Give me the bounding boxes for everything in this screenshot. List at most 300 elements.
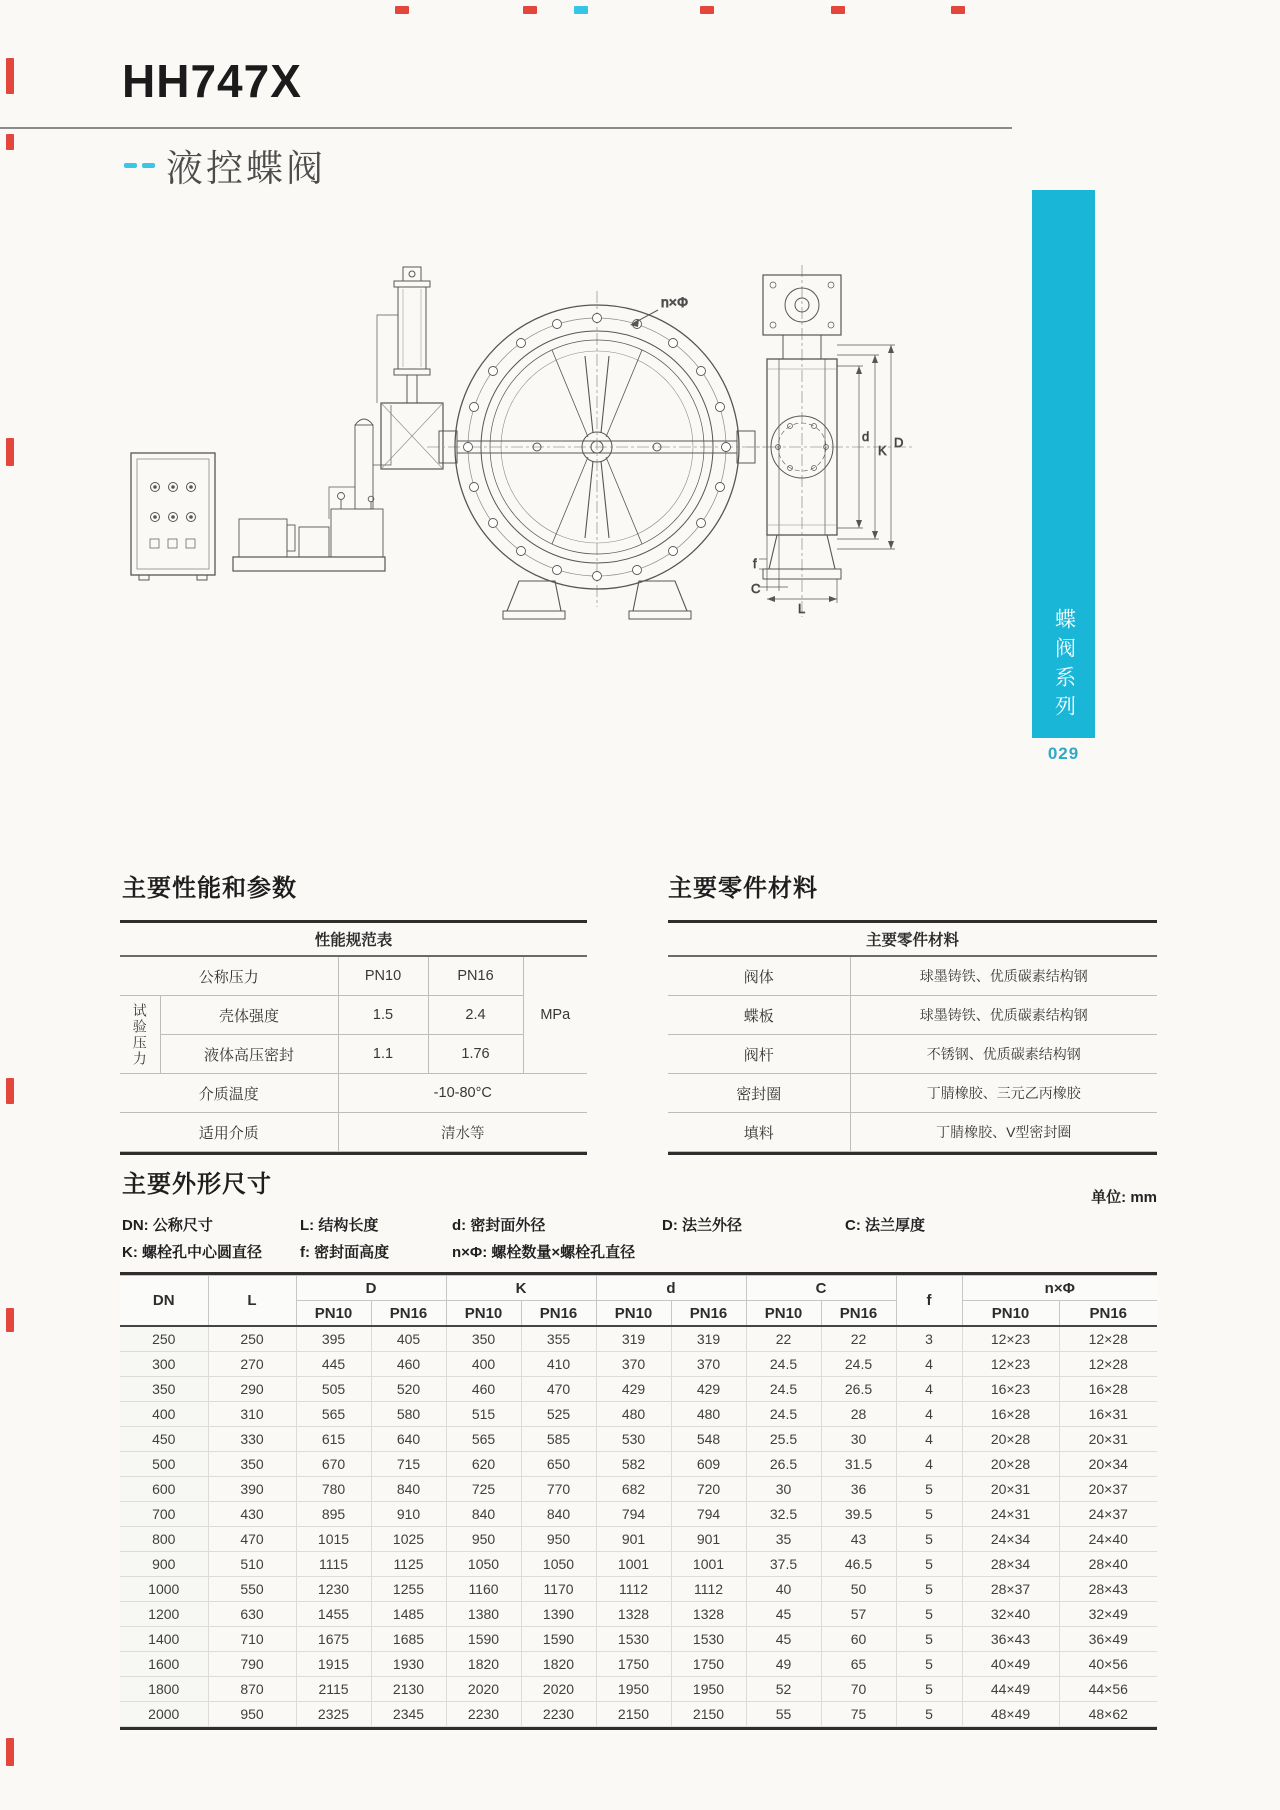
dimension-cell: 5	[896, 1627, 962, 1652]
dimension-cell: 395	[296, 1326, 371, 1352]
dimension-cell: 35	[746, 1527, 821, 1552]
pn16-header: PN16	[428, 956, 523, 996]
dimension-cell: 5	[896, 1602, 962, 1627]
dimension-cell: 1328	[596, 1602, 671, 1627]
table-cell: PN16	[671, 1301, 746, 1327]
dimension-cell: 28×40	[1059, 1552, 1157, 1577]
dimension-cell: 901	[671, 1527, 746, 1552]
material-value: 球墨铸铁、优质碳素结构钢	[850, 956, 1157, 996]
material-part: 密封圈	[668, 1074, 850, 1113]
dimension-cell: 37.5	[746, 1552, 821, 1577]
table-part	[668, 923, 1157, 956]
dimension-cell: 840	[521, 1502, 596, 1527]
accent-dash-icon	[142, 163, 155, 168]
dimension-cell: 1170	[521, 1577, 596, 1602]
dimension-cell: 1160	[446, 1577, 521, 1602]
table-cell: PN16	[1059, 1301, 1157, 1327]
dimension-cell: 4	[896, 1427, 962, 1452]
dimension-cell: 470	[521, 1377, 596, 1402]
dimension-cell: 16×23	[962, 1377, 1059, 1402]
dimension-cell: 2150	[671, 1702, 746, 1727]
dimension-cell: 25.5	[746, 1427, 821, 1452]
dimension-cell: 1800	[120, 1677, 208, 1702]
dimension-cell: 840	[371, 1477, 446, 1502]
dimension-cell: 24×37	[1059, 1502, 1157, 1527]
material-row	[668, 1113, 1157, 1152]
dimension-cell: 950	[521, 1527, 596, 1552]
table-cell: PN10	[746, 1301, 821, 1327]
dimension-cell: 430	[208, 1502, 296, 1527]
table-part	[120, 1276, 1157, 1301]
performance-table	[120, 920, 587, 1155]
print-mark	[6, 58, 14, 94]
dimension-row	[120, 1652, 1157, 1677]
dimension-cell: 5	[896, 1552, 962, 1577]
dimension-cell: 1001	[596, 1552, 671, 1577]
dimension-row	[120, 1702, 1157, 1727]
side-view	[747, 265, 915, 617]
title-divider	[0, 127, 1012, 129]
dimension-cell: 290	[208, 1377, 296, 1402]
print-mark	[6, 134, 14, 150]
materials-table	[668, 920, 1157, 1155]
dimension-cell: 609	[671, 1452, 746, 1477]
col-l: L	[208, 1276, 296, 1327]
seal-test-pn10: 1.1	[338, 1035, 428, 1074]
dimension-cell: 16×28	[1059, 1377, 1157, 1402]
dimensions-heading: 主要外形尺寸	[122, 1171, 272, 1198]
dimension-cell: 52	[746, 1677, 821, 1702]
shell-strength-pn10: 1.5	[338, 996, 428, 1035]
table-part	[120, 1275, 1157, 1727]
dimension-row	[120, 1402, 1157, 1427]
col-K: K	[446, 1276, 596, 1301]
material-part: 阀体	[668, 956, 850, 996]
dimension-cell: 22	[746, 1326, 821, 1352]
table-cell: PN16	[521, 1301, 596, 1327]
dimension-row	[120, 1527, 1157, 1552]
print-mark	[523, 6, 537, 14]
materials-heading: 主要零件材料	[668, 875, 818, 902]
table-part	[120, 1276, 1157, 1327]
dimension-cell: 1255	[371, 1577, 446, 1602]
dimension-cell: 1001	[671, 1552, 746, 1577]
dimension-cell: 28	[821, 1402, 896, 1427]
dimension-cell: 800	[120, 1527, 208, 1552]
dimension-cell: 2325	[296, 1702, 371, 1727]
dimension-cell: 725	[446, 1477, 521, 1502]
table-part	[120, 996, 587, 1035]
product-subtitle-label: 液控蝶阀	[166, 148, 326, 189]
material-value: 丁腈橡胶、V型密封圈	[850, 1113, 1157, 1152]
material-row	[668, 956, 1157, 996]
bolt-count-label: n×Φ	[661, 294, 689, 310]
dimension-cell: 895	[296, 1502, 371, 1527]
nominal-pressure-label: 公称压力	[120, 956, 338, 996]
dimension-cell: 410	[521, 1352, 596, 1377]
dimension-cell: 2000	[120, 1702, 208, 1727]
dimension-cell: 710	[208, 1627, 296, 1652]
dimension-cell: 12×28	[1059, 1352, 1157, 1377]
dimension-cell: 615	[296, 1427, 371, 1452]
dimension-cell: 1112	[671, 1577, 746, 1602]
dimension-cell: 1590	[446, 1627, 521, 1652]
col-dn: DN	[120, 1276, 208, 1327]
table-part	[120, 956, 587, 996]
table-part	[668, 923, 1157, 1152]
dimension-cell: 720	[671, 1477, 746, 1502]
dimension-cell: 12×23	[962, 1326, 1059, 1352]
control-cabinet	[131, 453, 215, 580]
dimension-cell: 20×31	[1059, 1427, 1157, 1452]
dimension-cell: 1230	[296, 1577, 371, 1602]
dimension-cell: 1050	[521, 1552, 596, 1577]
dimension-cell: 4	[896, 1352, 962, 1377]
dimension-cell: 12×23	[962, 1352, 1059, 1377]
dimension-cell: 75	[821, 1702, 896, 1727]
dimension-cell: 2230	[521, 1702, 596, 1727]
material-value: 不锈钢、优质碳素结构钢	[850, 1035, 1157, 1074]
dimension-cell: 582	[596, 1452, 671, 1477]
dimension-cell: 5	[896, 1527, 962, 1552]
table-cell: PN10	[296, 1301, 371, 1327]
dimension-cell: 28×37	[962, 1577, 1059, 1602]
dimension-cell: 790	[208, 1652, 296, 1677]
dimension-cell: 770	[521, 1477, 596, 1502]
print-mark	[6, 1308, 14, 1332]
dimension-cell: 32×49	[1059, 1602, 1157, 1627]
dim-label-C: C	[751, 581, 761, 596]
dimension-cell: 1125	[371, 1552, 446, 1577]
dimension-cell: 12×28	[1059, 1326, 1157, 1352]
dim-label-D: D	[894, 435, 904, 450]
dimension-cell: 1200	[120, 1602, 208, 1627]
media-temp-label: 介质温度	[120, 1074, 338, 1113]
dimension-cell: 31.5	[821, 1452, 896, 1477]
dimension-cell: 370	[671, 1352, 746, 1377]
dimension-cell: 794	[671, 1502, 746, 1527]
dimension-cell: 1685	[371, 1627, 446, 1652]
dimension-cell: 20×34	[1059, 1452, 1157, 1477]
product-subtitle	[124, 138, 326, 192]
dimension-cell: 460	[371, 1352, 446, 1377]
series-sidebar	[1032, 190, 1095, 738]
dimension-cell: 24.5	[746, 1402, 821, 1427]
dimension-cell: 450	[120, 1427, 208, 1452]
dimension-cell: 5	[896, 1652, 962, 1677]
table-part	[120, 923, 587, 956]
dimension-cell: 1015	[296, 1527, 371, 1552]
table-part	[120, 1035, 587, 1074]
dimension-cell: 565	[296, 1402, 371, 1427]
material-row	[668, 1035, 1157, 1074]
dimension-cell: 510	[208, 1552, 296, 1577]
technical-drawing	[115, 255, 955, 625]
dimension-cell: 2150	[596, 1702, 671, 1727]
dimension-cell: 429	[671, 1377, 746, 1402]
dimension-cell: 28×34	[962, 1552, 1059, 1577]
dimension-cell: 5	[896, 1677, 962, 1702]
dimension-cell: 1112	[596, 1577, 671, 1602]
dimension-cell: 840	[446, 1502, 521, 1527]
print-mark	[951, 6, 965, 14]
dimension-cell: 40	[746, 1577, 821, 1602]
legend-l: L: 结构长度	[300, 1217, 379, 1234]
dimension-cell: 1600	[120, 1652, 208, 1677]
legend-d: d: 密封面外径	[452, 1217, 546, 1234]
print-mark	[574, 6, 588, 14]
dimension-cell: 300	[120, 1352, 208, 1377]
col-d: d	[596, 1276, 746, 1301]
table-part	[668, 923, 1157, 956]
dimension-cell: 16×31	[1059, 1402, 1157, 1427]
dimension-cell: 1820	[446, 1652, 521, 1677]
col-D: D	[296, 1276, 446, 1301]
material-row	[668, 1074, 1157, 1113]
dimension-cell: 429	[596, 1377, 671, 1402]
dimension-cell: 700	[120, 1502, 208, 1527]
dimension-cell: 1115	[296, 1552, 371, 1577]
dimension-cell: 1950	[671, 1677, 746, 1702]
series-label: 蝶阀系列	[1052, 608, 1076, 724]
pn10-header: PN10	[338, 956, 428, 996]
dimension-row	[120, 1452, 1157, 1477]
dimensions-table-body	[120, 1326, 1157, 1727]
material-part: 填料	[668, 1113, 850, 1152]
dimension-cell: 1950	[596, 1677, 671, 1702]
dimension-cell: 1530	[596, 1627, 671, 1652]
dimension-cell: 390	[208, 1477, 296, 1502]
dimension-cell: 30	[821, 1427, 896, 1452]
dimension-cell: 480	[596, 1402, 671, 1427]
dimension-cell: 1485	[371, 1602, 446, 1627]
dimension-cell: 45	[746, 1627, 821, 1652]
dimension-cell: 40×49	[962, 1652, 1059, 1677]
dimension-cell: 682	[596, 1477, 671, 1502]
table-part	[120, 1074, 587, 1113]
dimension-cell: 950	[446, 1527, 521, 1552]
pump-unit	[233, 405, 391, 571]
dimension-cell: 500	[120, 1452, 208, 1477]
accent-dash-icon	[124, 163, 137, 168]
table-cell: PN10	[446, 1301, 521, 1327]
dimension-cell: 1380	[446, 1602, 521, 1627]
table-cell: PN10	[962, 1301, 1059, 1327]
dimension-row	[120, 1602, 1157, 1627]
dimension-cell: 1750	[596, 1652, 671, 1677]
dimension-row	[120, 1577, 1157, 1602]
dimension-cell: 5	[896, 1477, 962, 1502]
dimension-cell: 16×28	[962, 1402, 1059, 1427]
dimension-cell: 1000	[120, 1577, 208, 1602]
dimension-cell: 580	[371, 1402, 446, 1427]
dimension-cell: 26.5	[821, 1377, 896, 1402]
page-title: HH747X	[122, 55, 302, 107]
dimension-cell: 30	[746, 1477, 821, 1502]
table-part	[120, 1113, 587, 1152]
dimension-cell: 44×56	[1059, 1677, 1157, 1702]
dimension-cell: 400	[446, 1352, 521, 1377]
table-part	[120, 923, 587, 1152]
dimension-cell: 24.5	[746, 1352, 821, 1377]
media-label: 适用介质	[120, 1113, 338, 1152]
dimension-cell: 1050	[446, 1552, 521, 1577]
print-mark	[6, 438, 14, 466]
dimension-cell: 870	[208, 1677, 296, 1702]
dimension-cell: 1915	[296, 1652, 371, 1677]
dimension-cell: 43	[821, 1527, 896, 1552]
dimension-cell: 548	[671, 1427, 746, 1452]
dimension-cell: 460	[446, 1377, 521, 1402]
dimension-cell: 40×56	[1059, 1652, 1157, 1677]
dimension-cell: 1025	[371, 1527, 446, 1552]
dimension-row	[120, 1627, 1157, 1652]
dimension-cell: 20×31	[962, 1477, 1059, 1502]
dimension-row	[120, 1352, 1157, 1377]
dimension-cell: 24×31	[962, 1502, 1059, 1527]
dimension-cell: 60	[821, 1627, 896, 1652]
dimension-cell: 20×28	[962, 1427, 1059, 1452]
dimension-cell: 2115	[296, 1677, 371, 1702]
dimension-cell: 900	[120, 1552, 208, 1577]
material-part: 阀杆	[668, 1035, 850, 1074]
dimension-cell: 794	[596, 1502, 671, 1527]
dimension-cell: 20×37	[1059, 1477, 1157, 1502]
dimension-cell: 400	[120, 1402, 208, 1427]
page-number: 029	[1047, 744, 1080, 763]
dimension-cell: 350	[446, 1326, 521, 1352]
table-cell: PN16	[821, 1301, 896, 1327]
dimension-cell: 20×28	[962, 1452, 1059, 1477]
legend-nphi: n×Φ: 螺栓数量×螺栓孔直径	[452, 1244, 636, 1261]
dim-label-d: d	[862, 429, 870, 444]
print-mark	[831, 6, 845, 14]
dimension-cell: 1930	[371, 1652, 446, 1677]
dimension-cell: 630	[208, 1602, 296, 1627]
dimension-cell: 901	[596, 1527, 671, 1552]
dim-label-L: L	[798, 601, 806, 616]
col-C: C	[746, 1276, 896, 1301]
pressure-unit: MPa	[523, 956, 587, 1074]
table-cell: PN10	[596, 1301, 671, 1327]
dimension-cell: 39.5	[821, 1502, 896, 1527]
dimension-cell: 57	[821, 1602, 896, 1627]
dimension-cell: 565	[446, 1427, 521, 1452]
shell-strength-pn16: 2.4	[428, 996, 523, 1035]
dimension-cell: 24.5	[821, 1352, 896, 1377]
table-cell: PN16	[371, 1301, 446, 1327]
dimension-cell: 355	[521, 1326, 596, 1352]
dimension-cell: 250	[208, 1326, 296, 1352]
dimension-cell: 319	[596, 1326, 671, 1352]
print-mark	[6, 1738, 14, 1766]
dimension-cell: 4	[896, 1402, 962, 1427]
dimension-cell: 65	[821, 1652, 896, 1677]
dim-label-K: K	[878, 443, 887, 458]
col-f: f	[896, 1276, 962, 1327]
media-temp-value: -10-80°C	[338, 1074, 587, 1113]
dimension-cell: 670	[296, 1452, 371, 1477]
dimension-cell: 24.5	[746, 1377, 821, 1402]
dimension-cell: 1750	[671, 1652, 746, 1677]
shell-strength-label: 壳体强度	[160, 996, 338, 1035]
dimension-cell: 24×40	[1059, 1527, 1157, 1552]
dimension-cell: 250	[120, 1326, 208, 1352]
seal-test-label: 液体高压密封	[160, 1035, 338, 1074]
performance-heading: 主要性能和参数	[122, 875, 297, 902]
dimension-cell: 370	[596, 1352, 671, 1377]
print-mark	[6, 1078, 14, 1104]
dimension-cell: 48×62	[1059, 1702, 1157, 1727]
dimension-row	[120, 1326, 1157, 1352]
dimension-row	[120, 1377, 1157, 1402]
dimension-cell: 26.5	[746, 1452, 821, 1477]
dimension-cell: 5	[896, 1502, 962, 1527]
col-nphi: n×Φ	[962, 1276, 1157, 1301]
dim-label-f: f	[753, 556, 757, 571]
dimension-cell: 32.5	[746, 1502, 821, 1527]
dimension-cell: 470	[208, 1527, 296, 1552]
dimensions-table	[120, 1272, 1157, 1730]
actuator-assembly	[377, 267, 443, 469]
print-mark	[700, 6, 714, 14]
dimension-cell: 4	[896, 1377, 962, 1402]
dimension-row	[120, 1552, 1157, 1577]
dimension-cell: 48×49	[962, 1702, 1059, 1727]
dimension-cell: 350	[208, 1452, 296, 1477]
front-view	[427, 291, 773, 619]
material-value: 球墨铸铁、优质碳素结构钢	[850, 996, 1157, 1035]
dimension-lines	[751, 345, 903, 616]
dimension-cell: 715	[371, 1452, 446, 1477]
dimension-cell: 36×43	[962, 1627, 1059, 1652]
dimension-cell: 55	[746, 1702, 821, 1727]
dimension-cell: 1400	[120, 1627, 208, 1652]
dimension-cell: 70	[821, 1677, 896, 1702]
dimension-cell: 28×43	[1059, 1577, 1157, 1602]
dimension-cell: 650	[521, 1452, 596, 1477]
dimension-cell: 44×49	[962, 1677, 1059, 1702]
dimension-cell: 2020	[446, 1677, 521, 1702]
table-part	[120, 923, 587, 1152]
material-value: 丁腈橡胶、三元乙丙橡胶	[850, 1074, 1157, 1113]
materials-table-body	[668, 956, 1157, 1152]
dimension-cell: 525	[521, 1402, 596, 1427]
dimension-cell: 50	[821, 1577, 896, 1602]
dimension-cell: 505	[296, 1377, 371, 1402]
dimension-cell: 330	[208, 1427, 296, 1452]
dimension-cell: 550	[208, 1577, 296, 1602]
dimension-cell: 1820	[521, 1652, 596, 1677]
dimension-cell: 520	[371, 1377, 446, 1402]
dimension-cell: 950	[208, 1702, 296, 1727]
dimension-row	[120, 1477, 1157, 1502]
dimension-cell: 515	[446, 1402, 521, 1427]
dimension-cell: 319	[671, 1326, 746, 1352]
dimension-cell: 780	[296, 1477, 371, 1502]
dimension-cell: 5	[896, 1577, 962, 1602]
material-row	[668, 996, 1157, 1035]
dimension-cell: 1675	[296, 1627, 371, 1652]
dimension-cell: 530	[596, 1427, 671, 1452]
dimension-cell: 1390	[521, 1602, 596, 1627]
test-pressure-label: 试验压力	[120, 996, 160, 1074]
dimension-cell: 3	[896, 1326, 962, 1352]
dimension-cell: 1455	[296, 1602, 371, 1627]
dimension-cell: 4	[896, 1452, 962, 1477]
dimension-cell: 2130	[371, 1677, 446, 1702]
legend-dn: DN: 公称尺寸	[122, 1217, 213, 1234]
